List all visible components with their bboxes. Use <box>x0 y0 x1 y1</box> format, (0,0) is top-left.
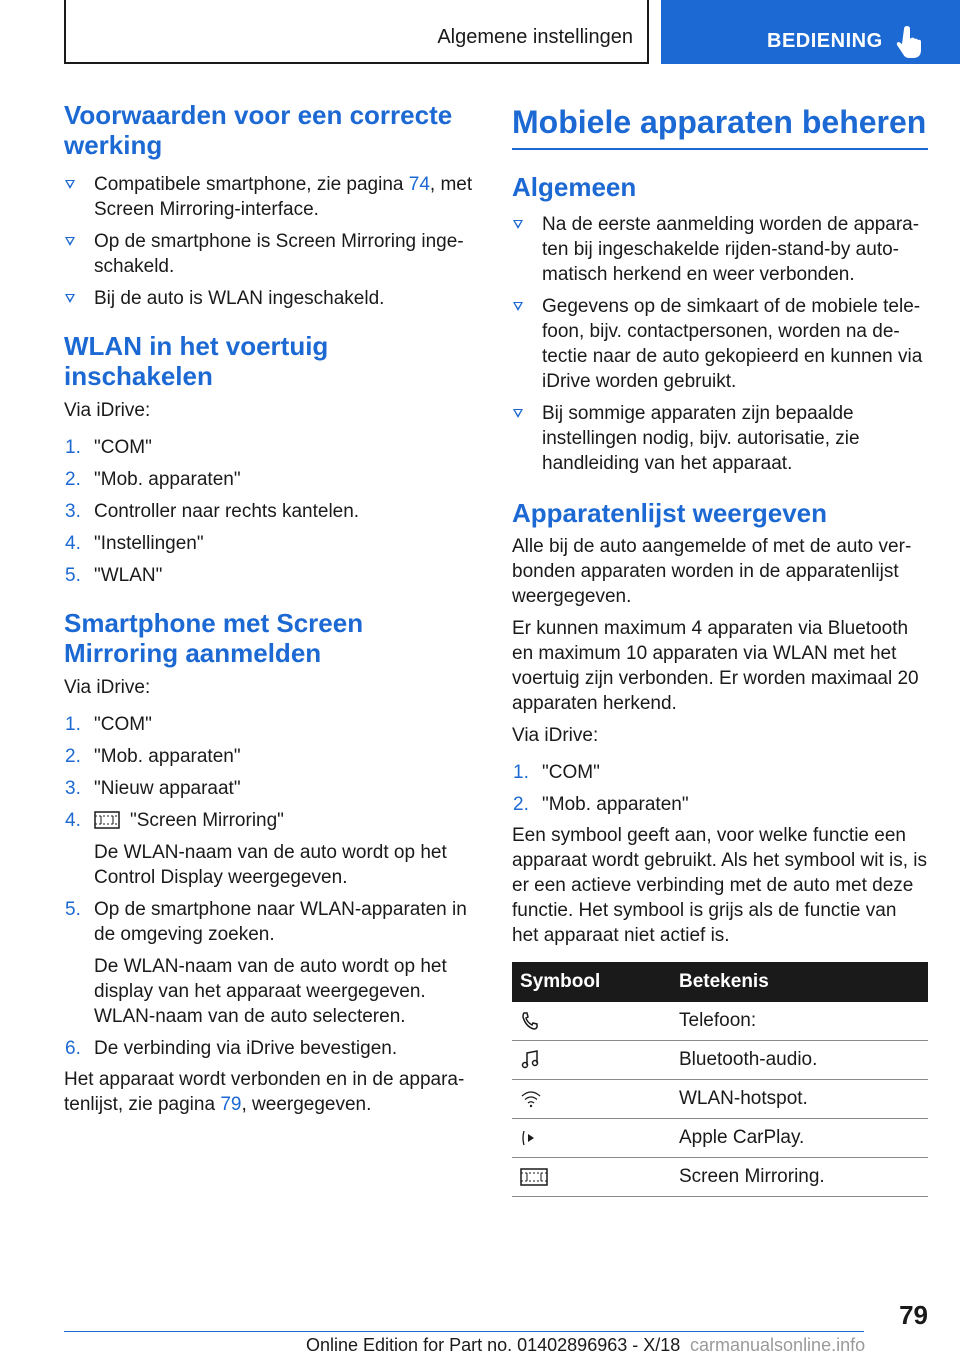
table-header-row <box>512 962 928 1002</box>
step-text: Controller naar rechts kantelen. <box>94 501 360 522</box>
step-item <box>64 808 476 890</box>
step-text: De verbinding via iDrive bevestigen. <box>94 1038 398 1059</box>
step-number: 2. <box>513 794 529 815</box>
step-item <box>64 1036 476 1061</box>
step-number: 1. <box>513 762 529 783</box>
step-number: 6. <box>65 1038 81 1059</box>
triangle-bullet-icon <box>513 409 523 418</box>
list-item-text: Bij de auto is WLAN ingeschakeld. <box>94 288 385 309</box>
section-title-requirements: Voorwaarden voor een correcte werking <box>64 100 453 160</box>
table-cell-symbol <box>512 1002 671 1041</box>
step-number: 3. <box>65 778 81 799</box>
step-number: 5. <box>65 565 81 586</box>
step-subtext: De WLAN-naam van de auto wordt op het Control Display weergegeven. <box>94 842 447 888</box>
step-subtext: De WLAN-naam van de auto wordt op het display van het apparaat weergegeven. WLAN-naam van de auto selecteren. <box>94 956 447 1027</box>
table-cell-symbol <box>512 1119 671 1158</box>
table-cell-meaning: Bluetooth-audio. <box>671 1041 928 1080</box>
step-item <box>64 467 476 492</box>
step-number: 3. <box>65 501 81 522</box>
symbol-table <box>512 962 928 1197</box>
step-number: 1. <box>65 437 81 458</box>
table-row <box>512 1080 928 1119</box>
left-column <box>64 100 476 1117</box>
section-title-wlan: WLAN in het voertuig inschakelen <box>64 331 329 391</box>
footer-edition: Online Edition for Part no. 01402896963 - X/18 <box>306 1335 681 1355</box>
table-cell-meaning: WLAN-hotspot. <box>671 1080 928 1119</box>
footer-watermark: carmanualsonline.info <box>690 1335 866 1355</box>
steps-list-mirroring <box>64 712 476 1061</box>
hand-pointer-icon <box>895 26 923 58</box>
list-item <box>64 172 476 222</box>
step-number: 4. <box>65 533 81 554</box>
table-row <box>512 1041 928 1080</box>
list-item <box>512 212 928 287</box>
table-cell-meaning: Screen Mirroring. <box>671 1158 928 1197</box>
triangle-bullet-icon <box>65 180 75 189</box>
step-item <box>64 563 476 588</box>
step-item <box>64 744 476 769</box>
triangle-bullet-icon <box>65 237 75 246</box>
via-idrive-label: Via iDrive: <box>64 677 151 698</box>
list-item-text: Gegevens op de simkaart of de mobiele telefoon, bijv. contactpersonen, worden na detectie naar de auto gekopieerd en kunnen via iDrive worden gebruikt. <box>542 296 923 392</box>
step-number: 2. <box>65 746 81 767</box>
step-text: "Instellingen" <box>94 533 204 554</box>
step-text: "COM" <box>94 437 152 458</box>
step-number: 4. <box>65 810 81 831</box>
step-item <box>64 897 476 1029</box>
triangle-bullet-icon <box>513 220 523 229</box>
table-row <box>512 1002 928 1041</box>
step-item <box>512 760 928 785</box>
footer-divider <box>64 1331 864 1332</box>
step-number: 5. <box>65 899 81 920</box>
paragraph-text: , weergegeven. <box>241 1094 372 1115</box>
step-item <box>64 776 476 801</box>
header-chapter-title: BEDIENING <box>767 30 883 52</box>
via-idrive-label: Via iDrive: <box>64 400 151 421</box>
table-cell-symbol <box>512 1158 671 1197</box>
via-idrive-label: Via iDrive: <box>512 725 599 746</box>
section-title-device-list: Apparatenlijst weergeven <box>512 498 827 528</box>
list-item-text: Bij sommige apparaten zijn bepaalde instellingen nodig, bijv. autorisatie, zie handleiding van het apparaat. <box>542 403 860 474</box>
step-number: 2. <box>65 469 81 490</box>
screen-mirroring-icon <box>94 811 120 829</box>
step-item <box>512 792 928 817</box>
page-link-79[interactable]: 79 <box>220 1094 242 1115</box>
section-title-smartphone: Smartphone met Screen Mirroring aanmelden <box>64 608 364 668</box>
list-item-text: Op de smartphone is Screen Mirroring ingeschakeld. <box>94 231 464 277</box>
music-note-icon <box>520 1050 540 1070</box>
header-chapter-box <box>661 0 960 64</box>
column-header-meaning: Betekenis <box>671 962 928 1002</box>
column-header-symbol: Symbool <box>512 962 671 1002</box>
list-item <box>64 229 476 279</box>
step-item <box>64 712 476 737</box>
list-item <box>512 401 928 476</box>
list-item <box>64 286 476 311</box>
right-column <box>512 100 928 1197</box>
step-text: Op de smartphone naar WLAN-apparaten in de omgeving zoeken. <box>94 899 467 945</box>
step-item <box>64 531 476 556</box>
list-item-text: Na de eerste aanmelding worden de apparaten bij ingeschakelde rijden-stand-by automatisch herkend en weer verbonden. <box>542 214 920 285</box>
step-item <box>64 499 476 524</box>
list-item-text: Compatibele smartphone, zie pagina <box>94 174 409 195</box>
section-title-general: Algemeen <box>512 172 637 202</box>
table-cell-symbol <box>512 1041 671 1080</box>
step-text: "COM" <box>542 762 600 783</box>
table-cell-meaning: Telefoon: <box>671 1002 928 1041</box>
triangle-bullet-icon <box>65 294 75 303</box>
screen-mirroring-icon <box>520 1167 548 1187</box>
step-text: "Mob. apparaten" <box>94 469 241 490</box>
paragraph: Een symbool geeft aan, voor welke functie een apparaat wordt gebruikt. Als het symbool wit is, is er een actieve verbinding met de auto met deze functie. Het symbool is grijs als de functie van het apparaat niet actief is. <box>512 825 928 946</box>
step-number: 1. <box>65 714 81 735</box>
closing-paragraph <box>64 1067 476 1117</box>
step-text: "Mob. apparaten" <box>542 794 689 815</box>
paragraph-text: Het apparaat wordt verbonden en in de apparatenlijst, zie pagina <box>64 1069 465 1115</box>
table-row <box>512 1158 928 1197</box>
step-item <box>64 435 476 460</box>
table-cell-meaning: Apple CarPlay. <box>671 1119 928 1158</box>
page-title: Mobiele apparaten beheren <box>512 100 928 150</box>
step-text: "Nieuw apparaat" <box>94 778 241 799</box>
page-link-74[interactable]: 74 <box>408 174 430 195</box>
list-item <box>512 294 928 394</box>
table-cell-symbol <box>512 1080 671 1119</box>
wifi-icon <box>520 1089 542 1109</box>
list-item-text: , met Screen Mirroring-interface. <box>94 174 473 220</box>
triangle-bullet-icon <box>513 302 523 311</box>
step-text: "Screen Mirroring" <box>130 810 284 831</box>
carplay-icon <box>520 1128 540 1148</box>
header-section-title: Algemene instellingen <box>437 26 633 48</box>
paragraph: Er kunnen maximum 4 apparaten via Bluetooth en maximum 10 apparaten via WLAN met het voertuig zijn verbonden. Er worden maximaal 20 apparaten herkend. <box>512 618 919 714</box>
paragraph: Alle bij de auto aangemelde of met de auto verbonden apparaten worden in de apparatenlijst weergegeven. <box>512 536 912 607</box>
phone-icon <box>520 1011 540 1031</box>
step-text: "Mob. apparaten" <box>94 746 241 767</box>
page-number: 79 <box>899 1300 928 1330</box>
steps-list-wlan <box>64 435 476 588</box>
header-section-box <box>64 0 649 64</box>
table-row <box>512 1119 928 1158</box>
step-text: "WLAN" <box>94 565 163 586</box>
step-text: "COM" <box>94 714 152 735</box>
